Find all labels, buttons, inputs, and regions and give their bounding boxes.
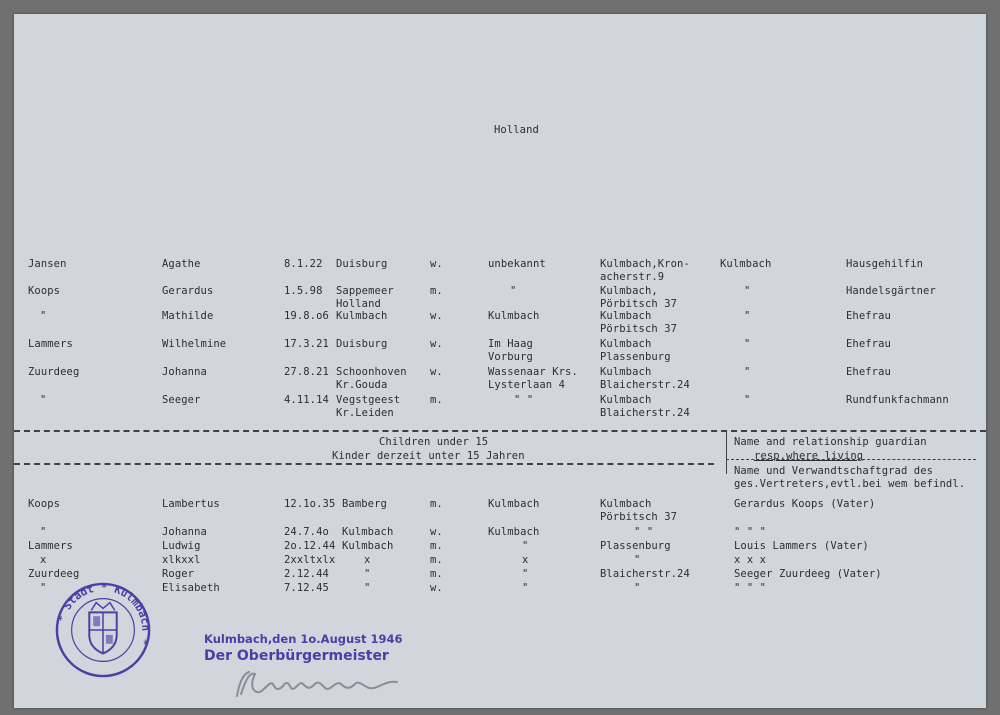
child-firstname: Ludwig [162,540,201,552]
adult-prev: Im Haag [488,338,533,350]
adult-occ: Ehefrau [846,310,891,322]
adult-addr2: Plassenburg [600,351,671,363]
adult-dob: 27.8.21 [284,366,329,378]
adult-addr: Kulmbach [600,394,652,406]
child-sex: m. [430,498,443,510]
child-prev: Kulmbach [488,498,540,510]
child-prev: " [522,568,529,580]
adult-addr: Kulmbach [600,310,652,322]
city-seal-stamp [54,581,152,679]
child-addr: Plassenburg [600,540,671,552]
guardian-header-3: Name und Verwandtschaftgrad des [734,465,934,477]
adult-prev: unbekannt [488,258,546,270]
child-sex: w. [430,582,443,594]
adult-surname: Jansen [28,258,67,270]
document-title: Holland [494,124,539,136]
guardian-header-4: ges.Vertreters,evtl.bei wem befindl. [734,478,966,490]
child-guardian: Louis Lammers (Vater) [734,540,869,552]
child-surname: " [40,582,47,594]
child-guardian: x x x [734,554,767,566]
adult-addr2: Blaicherstr.24 [600,379,690,391]
stamp-office: Der Oberbürgermeister [204,648,389,664]
child-sex: m. [430,540,443,552]
adult-prev: Kulmbach [488,310,540,322]
child-birthplace: Kulmbach [342,526,394,538]
adult-sex: m. [430,394,443,406]
child-addr: " [634,554,641,566]
adult-birthplace: Duisburg [336,258,388,270]
guardian-divider [726,432,727,474]
adult-occ: Handelsgärtner [846,285,936,297]
adult-prev2: Vorburg [488,351,533,363]
adult-birthplace2: Holland [336,298,381,310]
child-dob: 2.12.44 [284,568,329,580]
child-dob: 2xxltxlx [284,554,336,566]
adult-occ: Ehefrau [846,366,891,378]
child-surname: Koops [28,498,61,510]
divider-top [14,430,986,432]
child-surname: Zuurdeeg [28,568,80,580]
child-addr: " " [634,526,654,538]
adult-firstname: Johanna [162,366,207,378]
child-addr2: Pörbitsch 37 [600,511,678,523]
adult-birthplace: Schoonhoven [336,366,407,378]
child-guardian: " " " [734,526,767,538]
adult-sex: w. [430,258,443,270]
child-surname: Lammers [28,540,73,552]
adult-town: " [744,285,751,297]
adult-dob: 4.11.14 [284,394,329,406]
adult-surname: Lammers [28,338,73,350]
adult-addr: Kulmbach,Kron- [600,258,690,270]
child-firstname: Lambertus [162,498,220,510]
child-prev: x [522,554,529,566]
document-sheet [14,14,986,708]
adult-surname: Koops [28,285,61,297]
adult-sex: m. [430,285,443,297]
children-header-en: Children under 15 [379,436,489,448]
children-header-de: Kinder derzeit unter 15 Jahren [332,450,525,462]
child-birthplace: " [364,568,371,580]
child-firstname: Johanna [162,526,207,538]
child-prev: " [522,582,529,594]
child-firstname: Roger [162,568,195,580]
adult-firstname: Agathe [162,258,201,270]
adult-birthplace2: Kr.Leiden [336,407,394,419]
adult-prev: Wassenaar Krs. [488,366,578,378]
adult-town: " [744,338,751,350]
stamp-place-date: Kulmbach,den 1o.August 1946 [204,632,403,646]
child-birthplace: Kulmbach [342,540,394,552]
adult-occ: Ehefrau [846,338,891,350]
adult-sex: w. [430,310,443,322]
child-guardian: " " " [734,582,767,594]
adult-birthplace: Vegstgeest [336,394,401,406]
adult-addr: Kulmbach, [600,285,658,297]
adult-birthplace: Duisburg [336,338,388,350]
adult-addr2: Pörbitsch 37 [600,298,678,310]
adult-dob: 8.1.22 [284,258,323,270]
child-sex: m. [430,554,443,566]
adult-prev2: Lysterlaan 4 [488,379,566,391]
adult-sex: w. [430,338,443,350]
adult-birthplace: Kulmbach [336,310,388,322]
child-dob: 24.7.4o [284,526,329,538]
adult-town: " [744,310,751,322]
adult-sex: w. [430,366,443,378]
child-dob: 7.12.45 [284,582,329,594]
adult-addr: Kulmbach [600,338,652,350]
adult-town: " [744,394,751,406]
child-surname: " [40,526,47,538]
adult-firstname: Seeger [162,394,201,406]
adult-dob: 17.3.21 [284,338,329,350]
adult-prev: " " [514,394,534,406]
divider-middle [14,463,714,465]
signature [229,666,419,706]
child-guardian: Seeger Zuurdeeg (Vater) [734,568,882,580]
adult-town: Kulmbach [720,258,772,270]
child-sex: m. [430,568,443,580]
adult-occ: Hausgehilfin [846,258,924,270]
child-firstname: xlkxxl [162,554,201,566]
adult-addr2: Blaicherstr.24 [600,407,690,419]
adult-addr2: acherstr.9 [600,271,665,283]
child-birthplace: Bamberg [342,498,387,510]
child-guardian: Gerardus Koops (Vater) [734,498,876,510]
child-surname: x [40,554,47,566]
guardian-header-2: resp.where living [754,450,864,462]
adult-addr: Kulmbach [600,366,652,378]
adult-town: " [744,366,751,378]
adult-surname: Zuurdeeg [28,366,80,378]
child-prev: " [522,540,529,552]
guardian-header-1: Name and relationship guardian [734,436,927,448]
adult-addr2: Pörbitsch 37 [600,323,678,335]
adult-occ: Rundfunkfachmann [846,394,949,406]
adult-dob: 19.8.o6 [284,310,329,322]
child-birthplace: " [364,582,371,594]
child-addr: " [634,582,641,594]
child-prev: Kulmbach [488,526,540,538]
adult-prev: " [510,285,517,297]
child-dob: 2o.12.44 [284,540,336,552]
adult-firstname: Gerardus [162,285,214,297]
adult-firstname: Mathilde [162,310,214,322]
adult-birthplace: Sappemeer [336,285,394,297]
child-addr: Blaicherstr.24 [600,568,690,580]
adult-dob: 1.5.98 [284,285,323,297]
svg-text:* Stadt * Kulmbach *: * Stadt * Kulmbach * [54,581,152,647]
child-birthplace: x [364,554,371,566]
child-sex: w. [430,526,443,538]
adult-birthplace2: Kr.Gouda [336,379,388,391]
child-firstname: Elisabeth [162,582,220,594]
child-addr: Kulmbach [600,498,652,510]
adult-firstname: Wilhelmine [162,338,227,350]
adult-surname: " [40,310,47,322]
adult-surname: " [40,394,47,406]
child-dob: 12.1o.35 [284,498,336,510]
